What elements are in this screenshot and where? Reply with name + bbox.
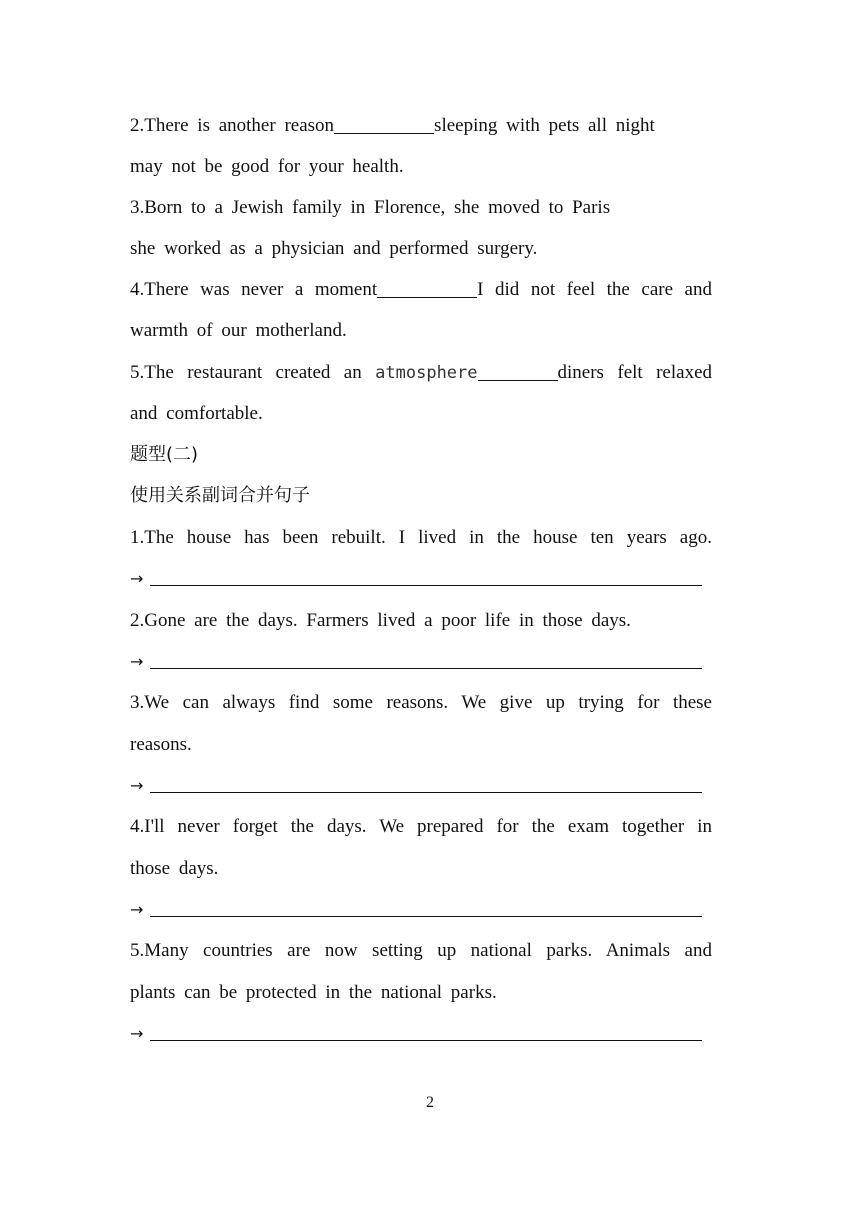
q5-line1 (130, 361, 712, 385)
item2-answer-line[interactable] (130, 650, 702, 674)
arrow-icon: → (130, 1024, 144, 1043)
answer-rule (150, 1040, 702, 1041)
q5-text-before: 5.The restaurant created an (130, 362, 362, 383)
item5-answer-line[interactable] (130, 1022, 702, 1046)
q2-blank[interactable] (334, 115, 434, 134)
q4-text-before: 4.There was never a moment (130, 279, 378, 300)
q2-text-before: 2.There is another reason (130, 115, 335, 136)
answer-rule (150, 585, 702, 586)
q2-line2: may not be good for your health. (130, 156, 404, 177)
q2-line1 (130, 114, 655, 138)
item3-answer-line[interactable] (130, 774, 702, 798)
answer-rule (150, 792, 702, 793)
page-number: 2 (426, 1094, 434, 1111)
item5-line1: 5.Many countries are now setting up national parks. Animals and (130, 940, 712, 961)
q2-text-after: sleeping with pets all night (434, 115, 655, 136)
arrow-icon: → (130, 569, 144, 588)
section-heading: 题型(二) (130, 444, 199, 465)
q3-line2: she worked as a physician and performed surgery. (130, 238, 538, 259)
answer-rule (150, 916, 702, 917)
q5-line2: and comfortable. (130, 403, 263, 424)
item3-line1: 3.We can always find some reasons. We give up trying for these (130, 692, 712, 713)
item2-line1: 2.Gone are the days. Farmers lived a poor life in those days. (130, 610, 631, 631)
arrow-icon: → (130, 900, 144, 919)
q5-blank[interactable] (478, 362, 558, 381)
item1-line1: 1.The house has been rebuilt. I lived in the house ten years ago. (130, 527, 712, 548)
item5-line2: plants can be protected in the national parks. (130, 982, 497, 1003)
arrow-icon: → (130, 652, 144, 671)
item4-line1: 4.I'll never forget the days. We prepared for the exam together in (130, 816, 712, 837)
answer-rule (150, 668, 702, 669)
q4-line1 (130, 278, 712, 302)
arrow-icon: → (130, 776, 144, 795)
q5-text-mono: atmosphere (375, 363, 478, 383)
q4-text-after: I did not feel the care and (477, 279, 712, 300)
q4-blank[interactable] (377, 279, 477, 298)
item4-line2: those days. (130, 858, 219, 879)
item4-answer-line[interactable] (130, 898, 702, 922)
item1-answer-line[interactable] (130, 567, 702, 591)
q4-line2: warmth of our motherland. (130, 320, 347, 341)
q3-line1: 3.Born to a Jewish family in Florence, she moved to Paris (130, 197, 611, 218)
q5-text-after: diners felt relaxed (557, 362, 713, 383)
section-instruction: 使用关系副词合并句子 (130, 485, 310, 506)
item3-line2: reasons. (130, 734, 192, 755)
